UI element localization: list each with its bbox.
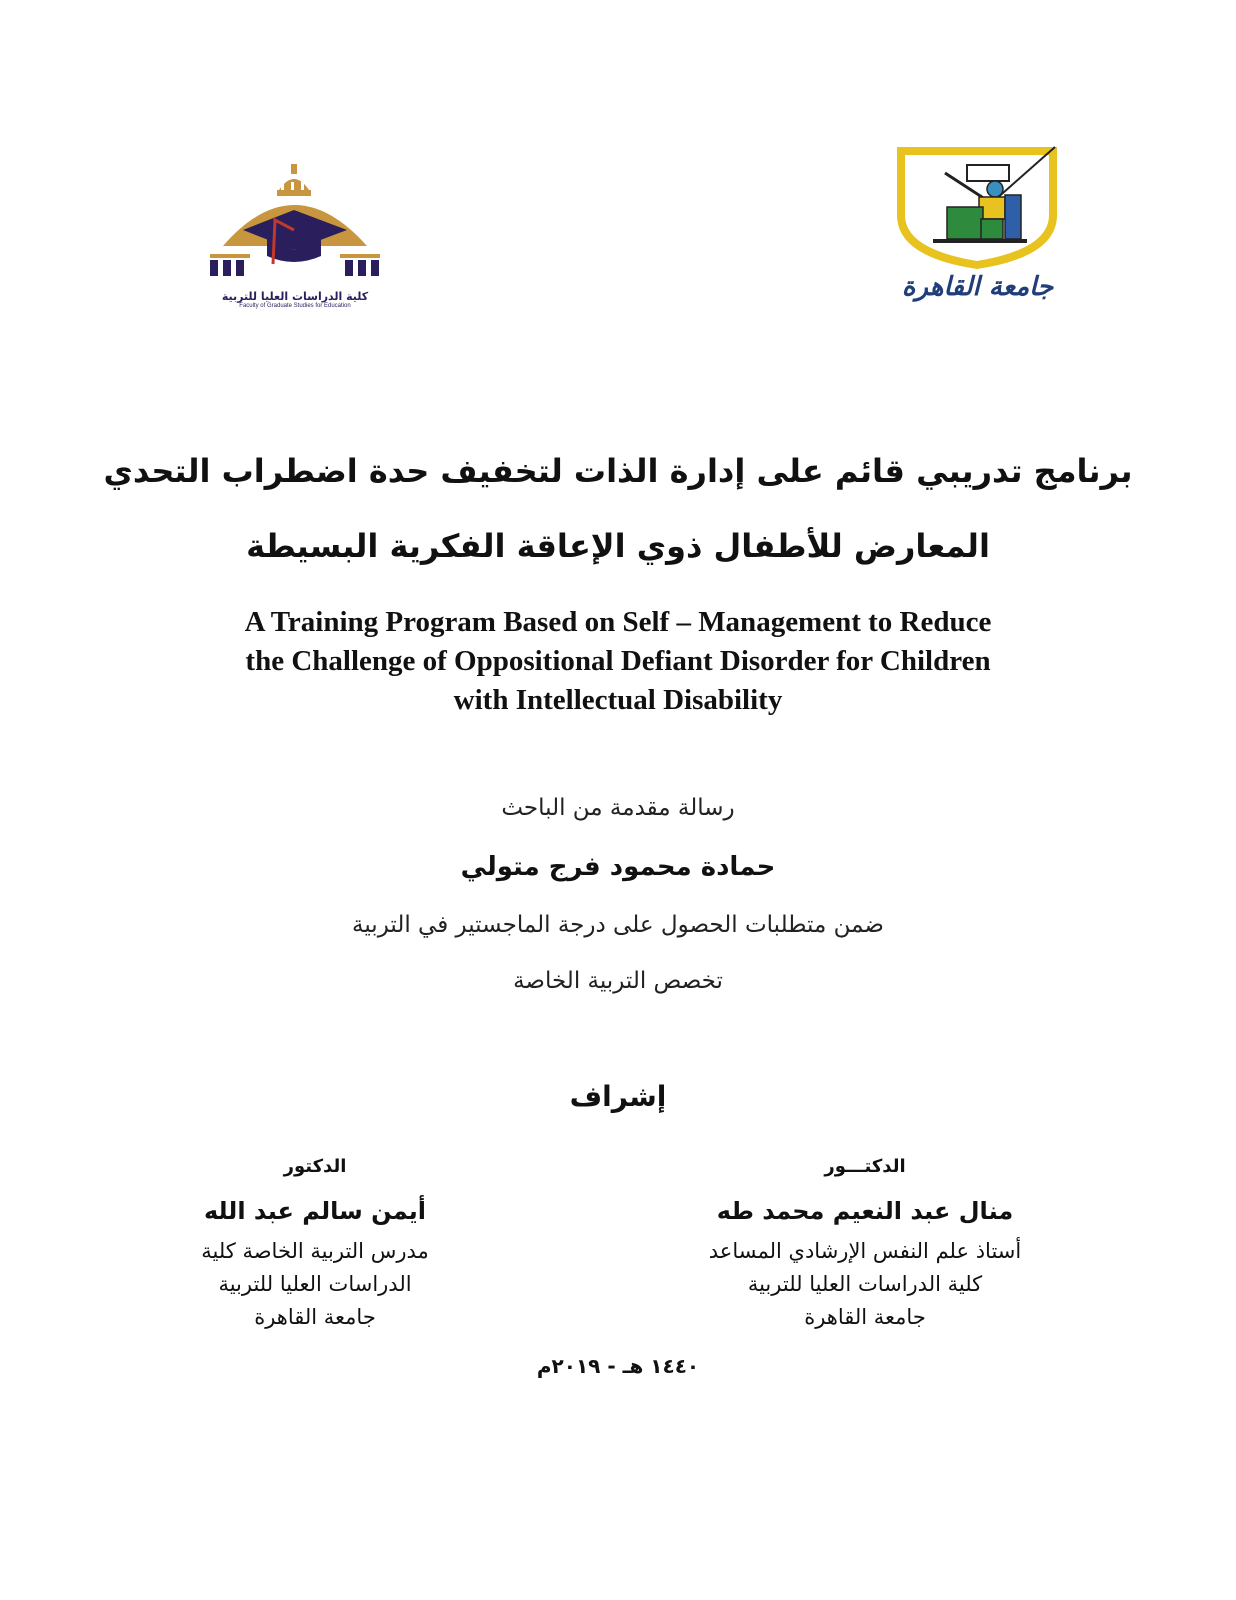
english-title-line-2: the Challenge of Oppositional Defiant Disorder for Children	[245, 645, 991, 677]
supervisor-left-title: الدكتور	[283, 1156, 347, 1177]
supervisor-left-name: أيمن سالم عبد الله	[203, 1197, 427, 1225]
supervision-heading: إشراف	[569, 1080, 667, 1113]
thesis-date: ١٤٤٠ هـ - ٢٠١٩م	[536, 1354, 700, 1378]
researcher-name: حمادة محمود فرج متولي	[460, 852, 776, 882]
degree-requirement-text: ضمن متطلبات الحصول على درجة الماجستير في التربية	[352, 912, 884, 938]
faculty-logo-english-text: Faculty of Graduate Studies for Education	[239, 303, 351, 309]
supervisor-left-faculty: الدراسات العليا للتربية	[218, 1272, 412, 1296]
supervisor-right-faculty: كلية الدراسات العليا للتربية	[747, 1272, 983, 1296]
english-title-line-3: with Intellectual Disability	[453, 684, 783, 716]
specialization-text: تخصص التربية الخاصة	[513, 968, 723, 994]
supervisor-right	[690, 1156, 1040, 1334]
cairo-university-logo-icon	[885, 145, 1070, 270]
supervisor-right-name: منال عبد النعيم محمد طه	[716, 1197, 1014, 1225]
faculty-logo-arabic-text: كلية الدراسات العليا للتربية	[221, 290, 369, 303]
english-title-line-1: A Training Program Based on Self – Management to Reduce	[244, 606, 992, 638]
cairo-university-logo-arabic-text: جامعة القاهرة	[901, 272, 1054, 302]
faculty-logo	[205, 160, 385, 310]
supervisor-right-title: الدكتـــور	[824, 1156, 906, 1177]
supervisor-right-university: جامعة القاهرة	[804, 1305, 926, 1329]
submitted-by-text: رسالة مقدمة من الباحث	[501, 795, 735, 821]
cairo-university-logo	[885, 145, 1070, 315]
supervisor-right-position: أستاذ علم النفس الإرشادي المساعد	[708, 1239, 1022, 1263]
supervisor-left	[170, 1156, 460, 1334]
arabic-title-line-1: برنامج تدريبي قائم على إدارة الذات لتخفيف حدة اضطراب التحدي	[103, 452, 1133, 490]
faculty-graduate-studies-education-logo-icon	[205, 160, 385, 290]
supervisor-left-university: جامعة القاهرة	[254, 1305, 376, 1329]
supervisor-left-position: مدرس التربية الخاصة كلية	[201, 1239, 429, 1263]
arabic-title-line-2: المعارض للأطفال ذوي الإعاقة الفكرية البسيطة	[246, 527, 990, 565]
